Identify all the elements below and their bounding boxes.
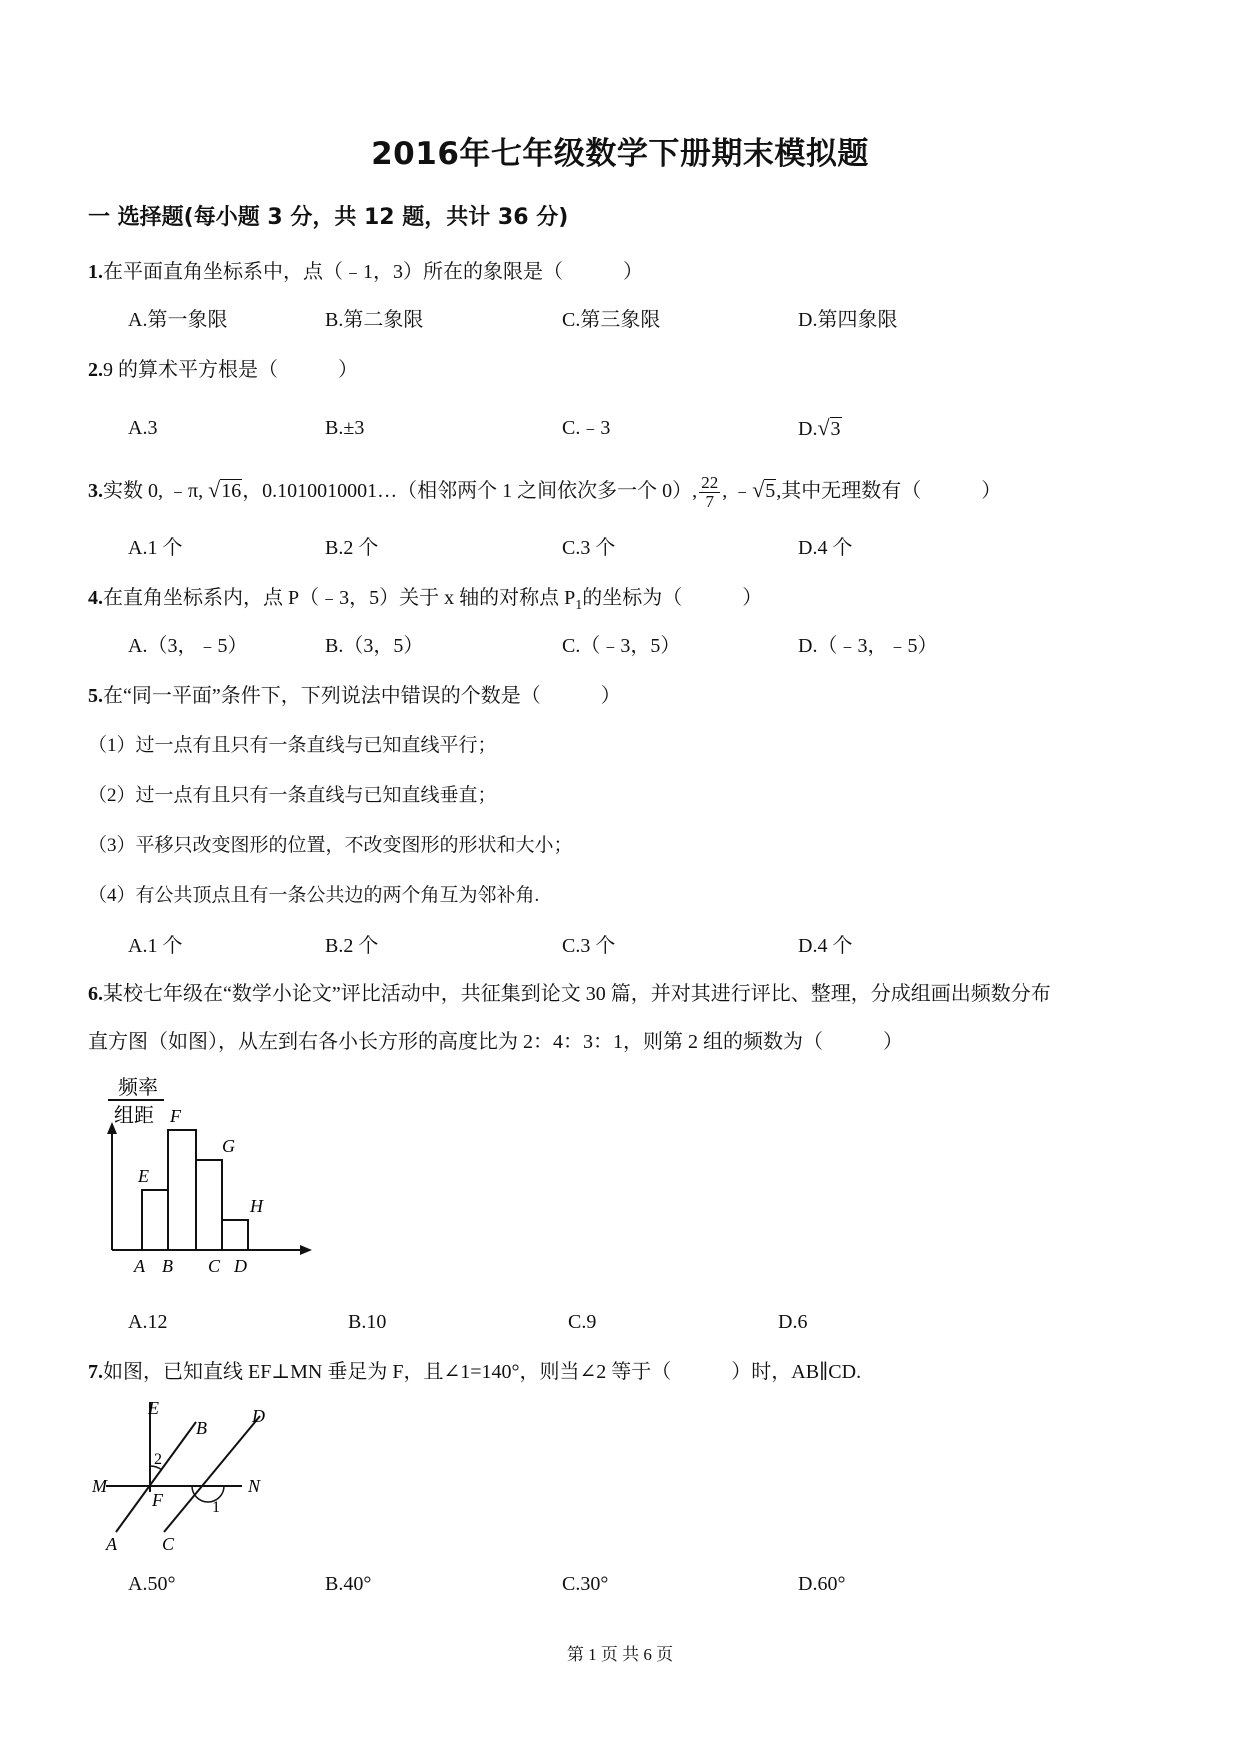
y-label-top: 频率 (118, 1077, 158, 1099)
label-angle-2: 2 (154, 1451, 162, 1468)
q6-option-a: A.12 (128, 1311, 168, 1333)
q3-option-a: A.1 个 (128, 537, 183, 559)
q3-option-d: D.4 个 (798, 537, 853, 559)
q7-option-c: C.30° (562, 1573, 609, 1595)
q3-option-b: B.2 个 (325, 537, 379, 559)
q4-option-b: B.（3，5） (325, 635, 424, 657)
q5-option-a: A.1 个 (128, 935, 183, 957)
question-number: 2. (88, 359, 103, 381)
q3-option-c: C.3 个 (562, 537, 616, 559)
q5-statement-2: （2）过一点有且只有一条直线与已知直线垂直； (88, 785, 497, 806)
fraction-numerator: 22 (701, 473, 719, 492)
q4-option-a: A.（3，﹣5） (128, 635, 248, 657)
q5-statement-1: （1）过一点有且只有一条直线与已知直线平行； (88, 735, 497, 756)
sqrt-expression: √5 (752, 477, 776, 503)
question-text: 在“同一平面”条件下，下列说法中错误的个数是（ ） (103, 685, 621, 707)
question-1 (88, 258, 643, 286)
q1-option-a: A.第一象限 (128, 309, 228, 331)
q1-option-c: C.第三象限 (562, 309, 661, 331)
bar-label: G (222, 1136, 235, 1156)
label-a: A (106, 1534, 117, 1554)
question-number: 6. (88, 983, 103, 1005)
page-title: 2016年七年级数学下册期末模拟题 (371, 136, 869, 172)
q5-option-b: B.2 个 (325, 935, 379, 957)
label-e: E (148, 1398, 159, 1418)
question-number: 7. (88, 1361, 103, 1383)
question-7 (88, 1358, 861, 1386)
q5-option-d: D.4 个 (798, 935, 853, 957)
histogram-bar (196, 1160, 222, 1250)
fraction (699, 474, 720, 511)
bar-label: E (138, 1166, 149, 1186)
question-text-a: 实数 0, ﹣π, (103, 480, 209, 503)
label-m: M (92, 1476, 107, 1496)
question-5 (88, 682, 621, 710)
histogram-bar (142, 1190, 168, 1250)
q7-option-a: A.50° (128, 1573, 176, 1595)
x-tick-label: A (134, 1256, 145, 1276)
question-4 (88, 584, 762, 620)
x-tick-label: C (208, 1256, 221, 1276)
q4-option-d: D.（﹣3，﹣5） (798, 635, 938, 657)
question-number: 4. (88, 587, 103, 609)
bar-label: H (250, 1196, 263, 1216)
label-d: D (252, 1406, 265, 1426)
radicand: 3 (830, 418, 841, 440)
label-c: C (162, 1534, 175, 1554)
q1-option-d: D.第四象限 (798, 309, 898, 331)
question-text: 某校七年级在“数学小论文”评比活动中，共征集到论文 30 篇，并对其进行评比、整理，分成组画出频数分布 (103, 983, 1051, 1005)
bar-label: F (170, 1106, 181, 1126)
histogram-figure (96, 1070, 326, 1290)
q5-statement-4: （4）有公共顶点且有一条公共边的两个角互为邻补角. (88, 885, 540, 906)
label-b: B (196, 1418, 207, 1438)
y-label-bottom: 组距 (114, 1105, 154, 1127)
x-axis-arrow (300, 1245, 312, 1255)
question-text-a: 在直角坐标系内，点 P（﹣3，5）关于 x 轴的对称点 P (103, 587, 576, 609)
question-number: 5. (88, 685, 103, 707)
line-ab (116, 1422, 196, 1532)
radicand: 16 (221, 480, 242, 503)
question-2 (88, 356, 358, 384)
question-text-b: ，0.1010010001…（相邻两个 1 之间依次多一个 0）, (242, 480, 698, 503)
q2-option-d (798, 414, 842, 443)
fraction-denominator: 7 (705, 492, 714, 511)
histogram-bar (222, 1220, 248, 1250)
question-text-b: 的坐标为（ ） (582, 587, 763, 609)
question-6-line-1 (88, 980, 1051, 1008)
q2-option-c: C.﹣3 (562, 417, 611, 439)
q2-option-b: B.±3 (325, 417, 365, 439)
label-n: N (248, 1476, 261, 1496)
option-label: D. (798, 418, 818, 440)
question-text: 如图，已知直线 EF⊥MN 垂足为 F，且∠1=140°，则当∠2 等于（ ）时，AB∥CD. (103, 1361, 862, 1383)
q5-statement-3: （3）平移只改变图形的位置，不改变图形的形状和大小； (88, 835, 573, 856)
question-text: 9 的算术平方根是（ ） (103, 359, 358, 381)
x-tick-label: B (162, 1256, 173, 1276)
q5-option-c: C.3 个 (562, 935, 616, 957)
histogram-bar (168, 1130, 196, 1250)
question-text: 在平面直角坐标系中，点（﹣1，3）所在的象限是（ ） (103, 261, 643, 283)
q7-option-b: B.40° (325, 1573, 372, 1595)
radicand: 5 (765, 480, 776, 503)
x-tick-label: D (234, 1256, 247, 1276)
q2-option-a: A.3 (128, 417, 158, 439)
subscript: 1 (575, 598, 583, 613)
q7-option-d: D.60° (798, 1573, 846, 1595)
parallel-lines-figure (92, 1394, 302, 1554)
label-angle-1: 1 (212, 1499, 220, 1516)
section-heading: 一 选择题(每小题 3 分，共 12 题，共计 36 分) (88, 205, 569, 230)
label-f: F (152, 1490, 163, 1510)
page-footer: 第 1 页 共 6 页 (566, 1645, 674, 1664)
q1-option-b: B.第二象限 (325, 309, 424, 331)
q6-option-d: D.6 (778, 1311, 808, 1333)
question-text-d: ,其中无理数有（ ） (776, 480, 1002, 503)
q6-option-b: B.10 (348, 1311, 387, 1333)
sqrt-expression: √16 (208, 477, 242, 503)
q4-option-c: C.（﹣3，5） (562, 635, 681, 657)
question-number: 3. (88, 480, 103, 503)
q6-option-c: C.9 (568, 1311, 597, 1333)
question-3 (88, 474, 1001, 511)
question-6-line-2: 直方图（如图），从左到右各小长方形的高度比为 2：4：3：1，则第 2 组的频数为（ ） (88, 1031, 903, 1053)
sqrt-expression: √3 (817, 415, 841, 440)
question-number: 1. (88, 261, 103, 283)
question-text-c: , ﹣ (722, 480, 753, 503)
